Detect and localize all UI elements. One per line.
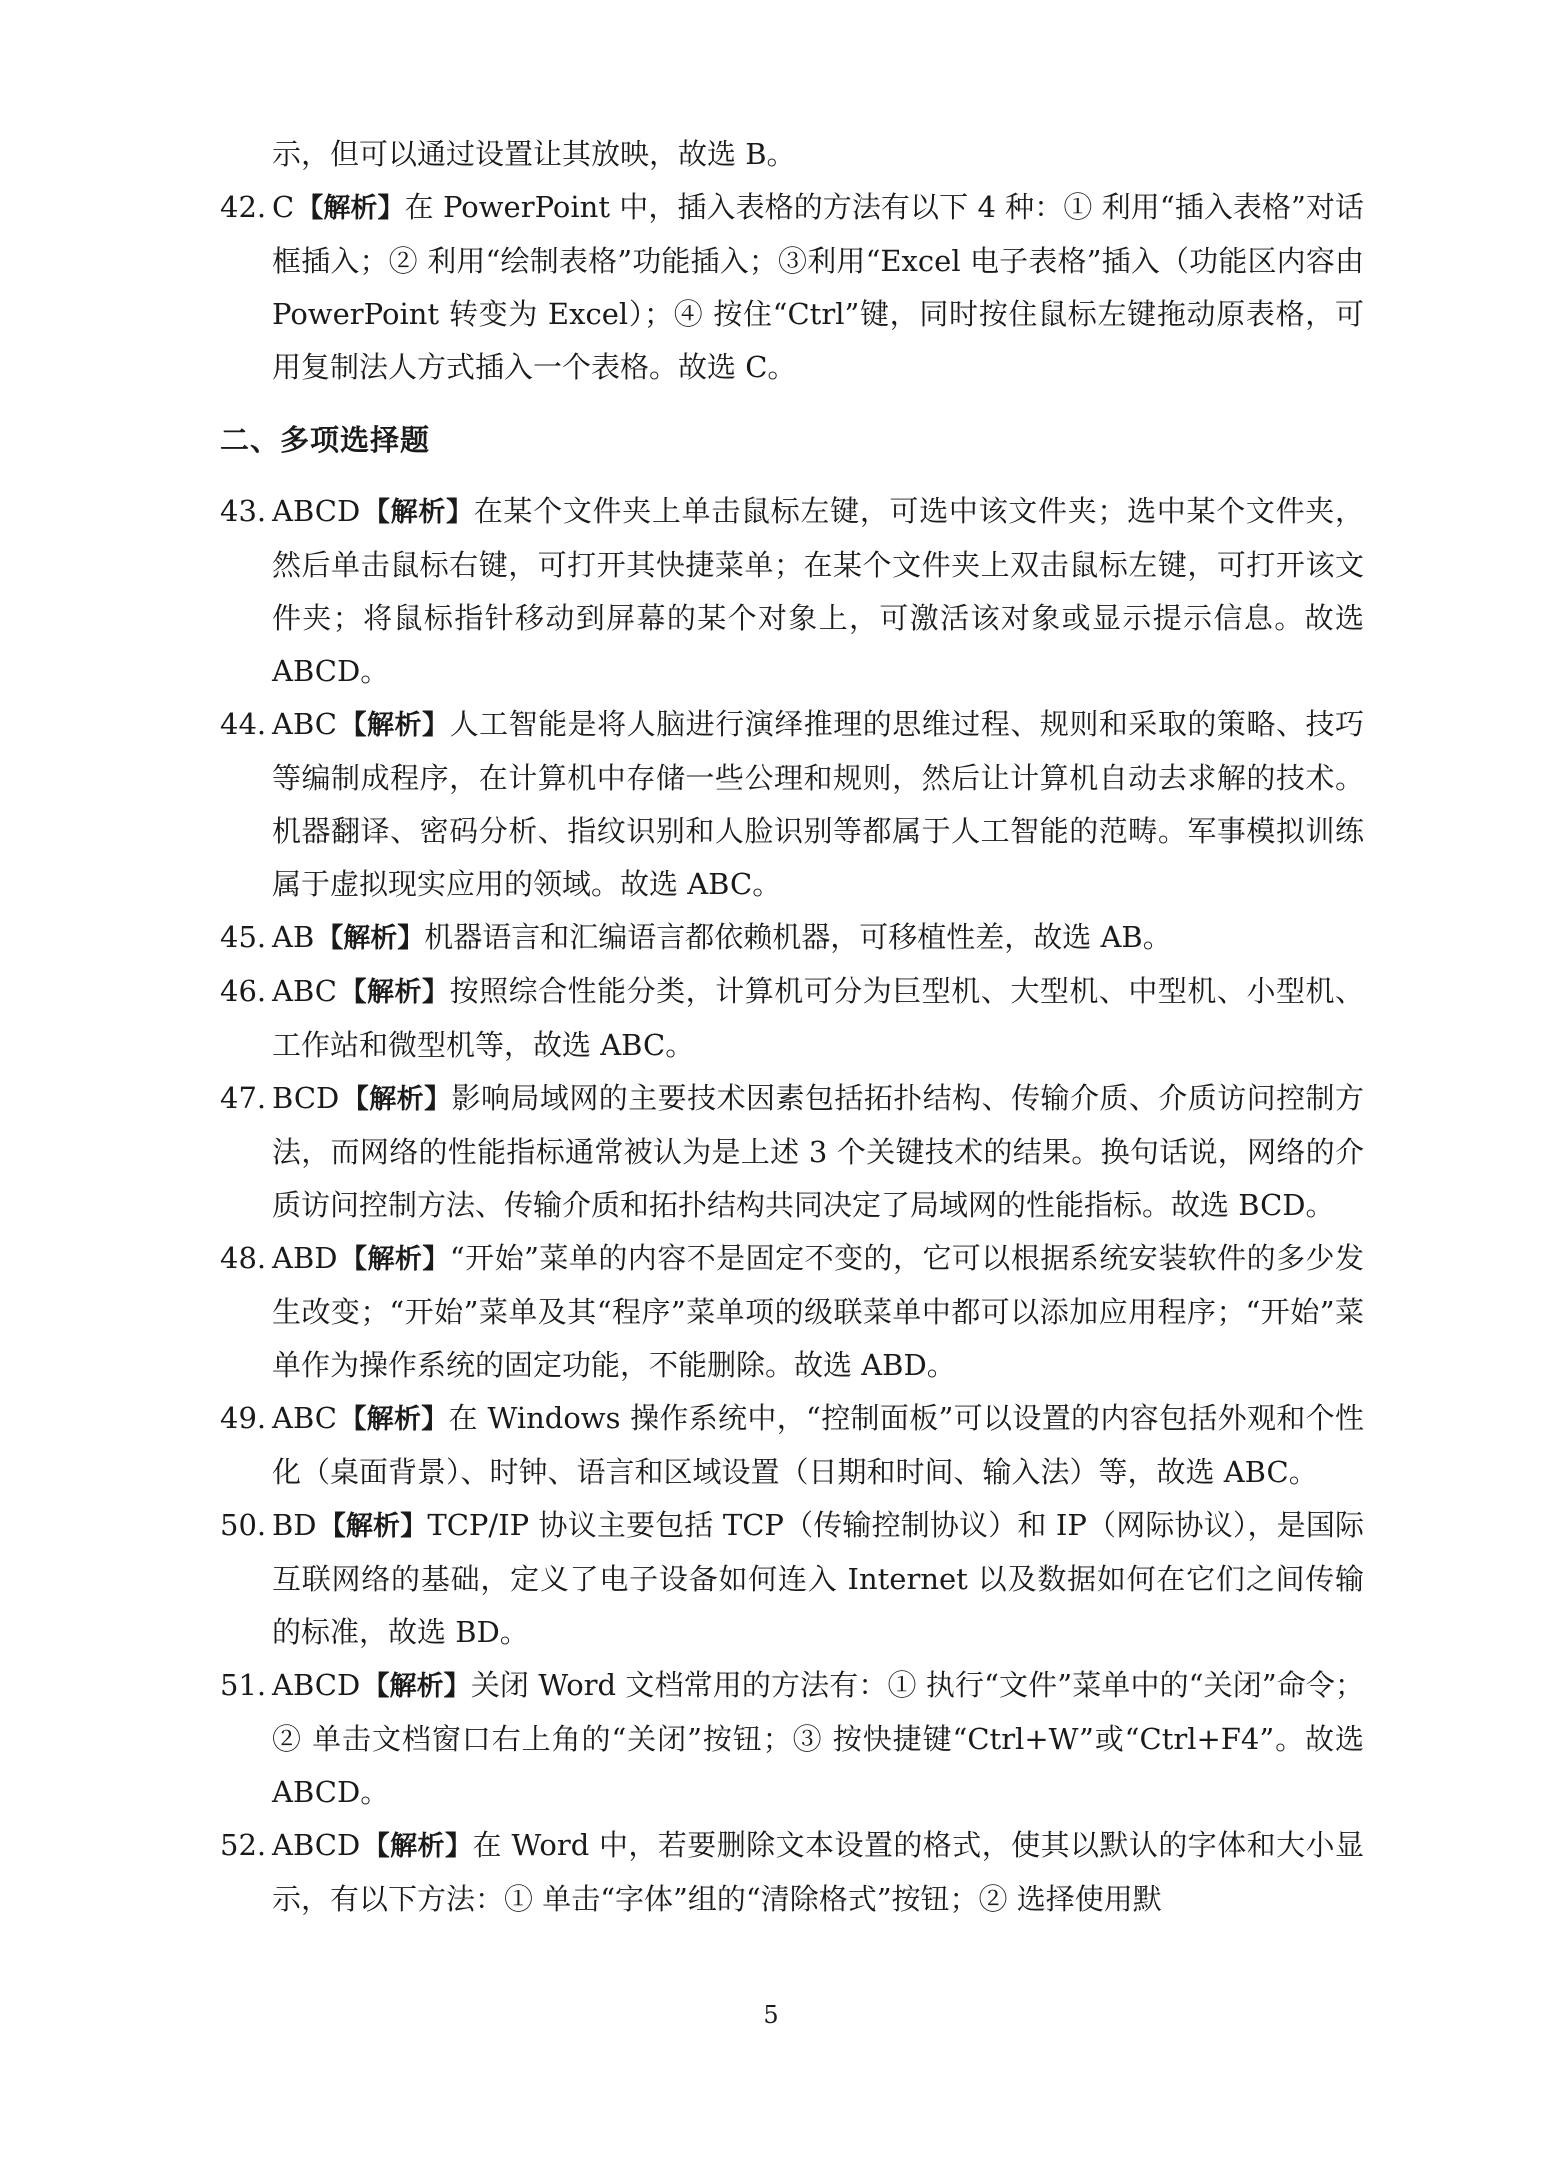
analysis-tag: 【解析】 xyxy=(341,1084,452,1115)
analysis-text: 在 Word 中，若要删除文本设置的格式，使其以默认的字体和大小显示，有以下方法：① 单击“字体”组的“清除格式”按钮；② 选择使用默 xyxy=(272,1828,1364,1916)
analysis-tag: 【解析】 xyxy=(339,1244,450,1275)
answer-item xyxy=(220,1819,1364,1926)
item-body xyxy=(272,1499,1364,1659)
analysis-text: 在 Windows 操作系统中，“控制面板”可以设置的内容包括外观和个性化（桌面背景）、时钟、语言和区域设置（日期和时间、输入法）等，故选 ABC。 xyxy=(272,1401,1365,1489)
item-answer: BCD xyxy=(272,1081,340,1115)
item-body xyxy=(272,181,1364,394)
answer-item xyxy=(220,965,1364,1072)
multi-choice-answers xyxy=(220,485,1364,1926)
analysis-text: 按照综合性能分类，计算机可分为巨型机、大型机、中型机、小型机、工作站和微型机等，故选 ABC。 xyxy=(272,974,1364,1062)
item-number: 44. xyxy=(220,707,267,741)
analysis-tag: 【解析】 xyxy=(318,1511,428,1542)
analysis-tag: 【解析】 xyxy=(338,710,450,741)
item-number: 51. xyxy=(220,1668,267,1702)
analysis-tag: 【解析】 xyxy=(362,497,474,528)
analysis-text: 在某个文件夹上单击鼠标左键，可选中该文件夹；选中某个文件夹，然后单击鼠标右键，可打开其快捷菜单；在某个文件夹上双击鼠标左键，可打开该文件夹；将鼠标指针移动到屏幕的某个对象上，可激活该对象或显示提示信息。故选 ABCD。 xyxy=(272,494,1364,688)
answer-item xyxy=(220,911,1364,965)
item-body xyxy=(272,485,1364,698)
page-content xyxy=(220,128,1364,1926)
answer-item xyxy=(220,1232,1364,1392)
item-answer: AB xyxy=(272,920,315,954)
item-number: 52. xyxy=(220,1828,267,1862)
analysis-tag: 【解析】 xyxy=(362,1831,473,1862)
analysis-text: “开始”菜单的内容不是固定不变的，它可以根据系统安装软件的多少发生改变；“开始”菜单及其“程序”菜单项的级联菜单中都可以添加应用程序；“开始”菜单作为操作系统的固定功能，不能删除。故选 ABD。 xyxy=(272,1241,1365,1382)
answer-item xyxy=(220,1072,1364,1232)
answer-item xyxy=(220,1499,1364,1659)
item-number: 50. xyxy=(220,1508,267,1542)
item-number: 42. xyxy=(220,190,267,224)
analysis-text: 人工智能是将人脑进行演绎推理的思维过程、规则和采取的策略、技巧等编制成程序，在计算机中存储一些公理和规则，然后让计算机自动去求解的技术。机器翻译、密码分析、指纹识别和人脸识别等都属于人工智能的范畴。军事模拟训练属于虚拟现实应用的领域。故选 ABC。 xyxy=(272,707,1364,901)
answer-item xyxy=(220,1659,1364,1819)
analysis-text: 在 PowerPoint 中，插入表格的方法有以下 4 种：① 利用“插入表格”对话框插入；② 利用“绘制表格”功能插入；③利用“Excel 电子表格”插入（功能区内容由 PowerPoint 转变为 Excel）；④ 按住“Ctrl”键，同时按住鼠标左键拖动原表格，可用复制法人方式插入一个表格。故选 C。 xyxy=(272,190,1365,384)
item-answer: BD xyxy=(272,1508,317,1542)
item-answer: ABCD xyxy=(272,1668,361,1702)
item-body xyxy=(272,1659,1364,1819)
item-body xyxy=(272,1819,1364,1926)
item-number: 47. xyxy=(220,1081,267,1115)
analysis-text: TCP/IP 协议主要包括 TCP（传输控制协议）和 IP（网际协议），是国际互联网络的基础，定义了电子设备如何连入 Internet 以及数据如何在它们之间传输的标准，故选 BD。 xyxy=(272,1508,1365,1649)
analysis-tag: 【解析】 xyxy=(296,193,405,224)
analysis-tag: 【解析】 xyxy=(316,923,425,954)
answer-item xyxy=(220,485,1364,698)
item-number: 48. xyxy=(220,1241,267,1275)
section-heading: 二、多项选择题 xyxy=(220,423,431,457)
item-body xyxy=(272,1072,1364,1232)
page-number: 5 xyxy=(763,2001,779,2029)
item-number: 49. xyxy=(220,1401,267,1435)
answer-item xyxy=(220,181,1364,394)
item-body xyxy=(272,698,1364,911)
item-answer: ABC xyxy=(272,1401,337,1435)
analysis-text: 机器语言和汇编语言都依赖机器，可移植性差，故选 AB。 xyxy=(424,920,1172,954)
analysis-tag: 【解析】 xyxy=(362,1671,471,1702)
item-answer: ABCD xyxy=(272,1828,361,1862)
analysis-text: 影响局域网的主要技术因素包括拓扑结构、传输介质、介质访问控制方法，而网络的性能指标通常被认为是上述 3 个关键技术的结果。换句话说，网络的介质访问控制方法、传输介质和拓扑结构共同决定了局域网的性能指标。故选 BCD。 xyxy=(272,1081,1364,1222)
item-number: 43. xyxy=(220,494,267,528)
item-body xyxy=(272,1392,1364,1499)
item-answer: ABC xyxy=(272,707,337,741)
item-answer: ABD xyxy=(272,1241,338,1275)
analysis-tag: 【解析】 xyxy=(338,1404,449,1435)
item-answer: C xyxy=(272,190,295,224)
answer-item xyxy=(220,698,1364,911)
item-answer: ABC xyxy=(272,974,337,1008)
item-number: 45. xyxy=(220,920,267,954)
single-choice-answers xyxy=(220,181,1364,394)
answer-item xyxy=(220,1392,1364,1499)
analysis-text: 关闭 Word 文档常用的方法有：① 执行“文件”菜单中的“关闭”命令；② 单击文档窗口右上角的“关闭”按钮；③ 按快捷键“Ctrl+W”或“Ctrl+F4”。故选 ABCD。 xyxy=(272,1668,1365,1809)
continuation-line: 示，但可以通过设置让其放映，故选 B。 xyxy=(272,137,796,171)
item-answer: ABCD xyxy=(272,494,361,528)
item-body xyxy=(272,911,1364,965)
item-body xyxy=(272,1232,1364,1392)
item-body xyxy=(272,965,1364,1072)
item-number: 46. xyxy=(220,974,267,1008)
analysis-tag: 【解析】 xyxy=(338,977,450,1008)
